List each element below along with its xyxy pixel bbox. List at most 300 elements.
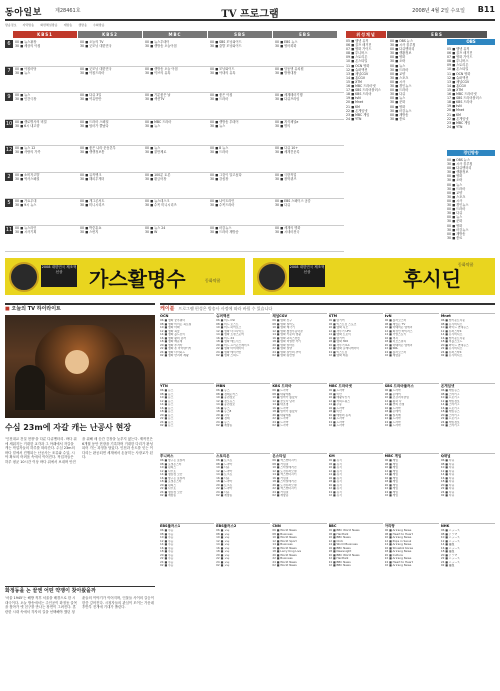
program-entry[interactable]: 14 ■ 뮤직비디오 (440, 333, 463, 336)
program-entry[interactable]: 30 ■ 이브의 유혹 (145, 70, 171, 75)
program-entry[interactable]: 30 ■ 뉴스 (145, 123, 161, 128)
program-entry[interactable]: 06 ■ 게임 (384, 459, 399, 462)
program-entry[interactable]: 20 ■ 뉴스 (160, 413, 174, 417)
program-entry[interactable]: 20 ■ 다큐 (440, 483, 455, 487)
program-entry[interactable]: 10 ■ 뮤직 (328, 466, 342, 469)
program-entry[interactable]: 24 ■ 드라마 (384, 420, 401, 424)
program-entry[interactable]: 24 ■ 다큐 (216, 490, 230, 494)
program-entry[interactable]: 18 ■ 수능 (160, 550, 174, 553)
program-entry[interactable]: 30 ■ 시사기획 (15, 229, 37, 234)
program-entry[interactable]: 30 ■ 시네마천국 (275, 229, 300, 234)
program-entry[interactable]: 18 ■ 온에어 (384, 410, 401, 413)
program-entry[interactable]: 00 ■ 교양 (447, 190, 463, 195)
program-entry[interactable]: 14 ■ 스타리그 (440, 403, 460, 406)
program-entry[interactable]: 02 ■ 수능 (160, 564, 174, 567)
program-entry[interactable]: 24 ■ 교육 (216, 560, 230, 564)
program-entry[interactable]: 06 ■ 엠카운트다운 (440, 319, 466, 322)
program-entry[interactable]: 10 ■ 수능 (160, 536, 174, 539)
program-entry[interactable]: 30 ■ 시사 블루칩 (390, 43, 416, 48)
program-entry[interactable]: 10 ■ 온스타일 (447, 67, 469, 72)
program-entry[interactable]: 24 ■ World News (272, 560, 297, 564)
program-entry[interactable]: 24 ■ 영화 에이리언 (216, 350, 242, 354)
program-entry[interactable]: 17 ■ SBS 드라마플러스 (346, 88, 381, 93)
program-entry[interactable]: 30 ■ 여유만만 (80, 97, 102, 102)
program-entry[interactable]: 10 ■ ニュース (440, 536, 460, 539)
program-entry[interactable]: 02 ■ 게임 (384, 494, 399, 497)
program-entry[interactable]: 00 ■ 다큐 10+ (275, 146, 298, 150)
program-entry[interactable]: 30 ■ 스포츠 (447, 194, 466, 199)
program-entry[interactable]: 22 ■ 드라마 (216, 487, 233, 490)
program-entry[interactable]: 30 ■ 경인뉴스 (390, 84, 412, 89)
program-entry[interactable]: 10 ■ 태왕사신기 (328, 396, 350, 399)
program-entry[interactable]: 22 ■ 게임 (384, 487, 399, 490)
program-entry[interactable]: 00 ■ 가요무대 (15, 199, 37, 203)
program-entry[interactable]: 08 ■ 익스트림 스포츠 (328, 322, 357, 326)
program-entry[interactable]: 05 ■ 엠넷 뮤직 (346, 39, 369, 43)
program-entry[interactable]: 02 ■ Arirang News (384, 564, 412, 567)
program-entry[interactable]: 22 ■ 드라마 (272, 417, 289, 420)
program-entry[interactable]: 30 ■ 역사스페셜 (15, 176, 40, 181)
program-entry[interactable]: 06 ■ Arirang News (384, 529, 412, 532)
program-entry[interactable]: 02 ■ 드라마 (384, 424, 401, 427)
program-entry[interactable]: 12 ■ ニュース (440, 539, 460, 543)
program-entry[interactable]: 12 ■ 게임 (384, 469, 399, 473)
program-entry[interactable]: 24 ■ 드라마 (328, 420, 345, 424)
program-entry[interactable]: 00 ■ 소비자고발 (15, 172, 40, 177)
program-entry[interactable]: 16 ■ MBC 드라마넷 (346, 84, 376, 89)
program-entry[interactable]: 22 ■ 프로리그 (440, 417, 460, 420)
program-entry[interactable]: 00 ■ 뉴스 (145, 146, 161, 150)
program-entry[interactable]: 16 ■ 드라마 (328, 406, 345, 410)
program-entry[interactable]: 08 ■ 게임 (384, 462, 399, 466)
program-entry[interactable]: 18 ■ 뉴스 (160, 410, 174, 413)
program-entry[interactable]: 19 ■ tvN (447, 104, 462, 109)
program-entry[interactable]: 18 ■ 영화 해운대 (160, 340, 183, 343)
program-entry[interactable]: 06 ■ 미드 CSI (216, 319, 235, 322)
program-entry[interactable]: 30 ■ 미니시리즈 (80, 203, 105, 208)
program-entry[interactable]: 09 ■ 스토리온 (447, 63, 469, 68)
program-entry[interactable]: 16 ■ 가십걸 (272, 476, 289, 480)
program-entry[interactable]: 20 ■ 에덴의 동쪽 (328, 413, 351, 417)
program-entry[interactable]: 30 ■ 출발 모닝와이드 (210, 44, 242, 49)
program-entry[interactable]: 24 ■ 가십걸 (272, 490, 289, 494)
program-entry[interactable]: 08 ■ 가십걸 (272, 462, 289, 466)
program-entry[interactable]: 30 ■ 경인뉴스 (447, 203, 469, 208)
program-entry[interactable]: 11 ■ OCN 영화 (447, 71, 471, 76)
program-entry[interactable]: 24 ■ 뉴스 (216, 420, 230, 424)
program-entry[interactable]: 20 ■ 토크쇼 (216, 483, 233, 487)
program-entry[interactable]: 24 ■ 수능 (160, 560, 174, 564)
program-entry[interactable]: 00 ■ 극한직업 (275, 172, 297, 177)
program-entry[interactable]: 30 ■ 종료 (447, 235, 463, 240)
program-entry[interactable]: 18 ■ 비틀즈코드 (440, 340, 463, 343)
program-entry[interactable]: 00 ■ OBS 뉴스 (390, 39, 413, 43)
program-entry[interactable]: 16 ■ Showbiz Korea (384, 546, 414, 550)
program-entry[interactable]: 12 ■ 커피프린스 (328, 399, 350, 403)
program-entry[interactable]: 22 ■ 영화 본 아이덴티티 (160, 347, 192, 350)
program-entry[interactable]: 00 ■ 마감뉴스 (210, 225, 232, 230)
program-entry[interactable]: 24 ■ YTN (346, 116, 362, 121)
program-entry[interactable]: 18 ■ 교육 (216, 550, 230, 553)
program-entry[interactable]: 18 ■ 엄마가 뿔났다 (272, 410, 298, 413)
program-entry[interactable]: 10 ■ 스타일매거진 (272, 466, 297, 469)
program-entry[interactable]: 30 ■ 생활정보 (390, 51, 412, 56)
program-entry[interactable]: 14 ■ 쩐의 전쟁 (384, 403, 405, 406)
program-entry[interactable]: 13 ■ 채널CGV (346, 71, 369, 76)
program-entry[interactable]: 20 ■ 수능 (160, 553, 174, 557)
program-entry[interactable]: 08 ■ 대왕세종 (272, 392, 292, 396)
program-entry[interactable]: 00 ■ 뉴스데스크 (145, 199, 170, 203)
program-entry[interactable]: 20 ■ 시사 (216, 413, 230, 417)
program-entry[interactable]: 14 ■ Business (272, 543, 293, 546)
program-entry[interactable]: 24 ■ 게임정보 (440, 420, 460, 424)
program-entry[interactable]: 00 ■ 뉴스라인 (15, 225, 37, 230)
program-entry[interactable]: 18 ■ KBS 드라마 (346, 92, 372, 97)
program-entry[interactable]: 02 ■ 교육 (216, 564, 230, 567)
program-entry[interactable]: 00 ■ 박중훈쇼 (80, 225, 102, 230)
program-entry[interactable]: 20 ■ Culture (384, 553, 403, 557)
program-entry[interactable]: 24 ■ 익스트림 (328, 350, 348, 354)
program-entry[interactable]: 00 ■ 교양 (390, 71, 406, 76)
program-entry[interactable]: 16 ■ 뮤직 (328, 476, 342, 480)
program-entry[interactable]: 08 ■ 포켓몬스터 (160, 462, 182, 466)
program-entry[interactable]: 12 ■ 영화 다크나이트 (216, 329, 244, 333)
program-entry[interactable]: 16 ■ 수능 (160, 546, 174, 550)
program-entry[interactable]: 12 ■ 드라마 (216, 469, 233, 473)
program-entry[interactable]: 12 ■ 꽃보다 남자 (272, 399, 295, 403)
program-entry[interactable]: 30 ■ 종료 (390, 116, 406, 121)
program-entry[interactable]: 10 ■ World News (272, 536, 297, 539)
program-entry[interactable]: 02 ■ 영화 황산벌 (272, 354, 295, 357)
program-entry[interactable]: 14 ■ 게임 (384, 473, 399, 476)
program-entry[interactable]: 18 ■ Newsnight (328, 550, 352, 553)
program-entry[interactable]: 30 ■ 생활정보 (447, 170, 469, 175)
program-entry[interactable]: 12 ■ 슈퍼스타K (440, 329, 462, 333)
program-entry[interactable]: 12 ■ 뮤직 (328, 469, 342, 473)
program-entry[interactable]: 30 ■ 스포츠 (390, 75, 409, 80)
program-entry[interactable]: 12 ■ 슈퍼액션 (346, 67, 368, 72)
program-entry[interactable]: 14 ■ 토크쇼 (216, 473, 233, 476)
program-entry[interactable]: 08 ■ 드라마 (216, 462, 233, 466)
program-entry[interactable]: 22 ■ 나루토 (160, 487, 177, 490)
program-entry[interactable]: 30 ■ 9시 뉴스 (15, 203, 37, 208)
program-entry[interactable]: 08 ■ 교육 (216, 532, 230, 536)
program-entry[interactable]: 08 ■ Hardtalk (328, 532, 349, 536)
program-entry[interactable]: 22 ■ 교육 (216, 557, 230, 560)
program-entry[interactable]: 16 ■ 미드 24 (216, 336, 234, 340)
program-entry[interactable]: 24 ■ 뉴스 (160, 420, 174, 424)
program-entry[interactable]: 24 ■ Heart to Heart (384, 560, 413, 564)
program-entry[interactable]: 14 ■ 홈CGV (447, 83, 467, 88)
program-entry[interactable]: 12 ■ 격투기 UFC (328, 329, 352, 333)
program-entry[interactable]: 21 ■ KM (346, 104, 360, 109)
program-entry[interactable]: 10 ■ 뉴스 (160, 396, 174, 399)
program-entry[interactable]: 00 ■ 뉴스 (447, 215, 463, 220)
program-entry[interactable]: 14 ■ 홈CGV (346, 75, 366, 80)
program-entry[interactable]: 10 ■ 다큐 (216, 466, 230, 469)
program-entry[interactable]: 24 ■ YTN (447, 124, 463, 129)
program-entry[interactable]: 23 ■ MBC 게임 (447, 120, 471, 125)
program-entry[interactable]: 24 ■ 게임 (384, 490, 399, 494)
program-entry[interactable]: 08 ■ Business (272, 532, 293, 536)
program-entry[interactable]: 00 ■ 다큐 3일 (80, 93, 102, 97)
program-entry[interactable]: 00 ■ 생방송 투데이 (210, 119, 239, 124)
program-entry[interactable]: 18 ■ Larry King Live (272, 550, 302, 553)
program-entry[interactable]: 09 ■ 스토리온 (346, 55, 368, 60)
program-entry[interactable]: 10 ■ 미드 히어로즈 (216, 326, 242, 329)
program-entry[interactable]: 10 ■ 게임 (384, 466, 399, 469)
program-entry[interactable]: 22 ■ 뮤직비디오 (440, 347, 463, 350)
program-entry[interactable]: 18 ■ Arirang News (384, 550, 412, 553)
program-entry[interactable]: 17 ■ SBS 드라마플러스 (447, 96, 482, 101)
program-entry[interactable]: 30 ■ 수목드라마 (210, 203, 235, 208)
program-entry[interactable]: 02 ■ 番組 (440, 564, 455, 567)
program-entry[interactable]: 22 ■ ニュース (440, 557, 460, 560)
program-entry[interactable]: 16 ■ BBC News (328, 546, 351, 550)
program-entry[interactable]: 20 ■ 와이드 연예뉴스 (440, 343, 469, 347)
program-entry[interactable]: 30 ■ 드라마 (210, 97, 229, 102)
program-entry[interactable]: 02 ■ 재방송 (216, 424, 233, 427)
program-entry[interactable]: 02 ■ 뉴스 (160, 424, 174, 427)
program-entry[interactable]: 24 ■ 드라마 (272, 420, 289, 424)
program-entry[interactable]: 08 ■ 다큐 (440, 462, 455, 466)
program-entry[interactable]: 00 ■ 기분좋은 날 (145, 93, 171, 97)
program-entry[interactable]: 30 ■ 생생정보통 (80, 150, 105, 155)
program-entry[interactable]: 08 ■ Heart to Heart (384, 532, 413, 536)
program-entry[interactable]: 02 ■ 뮤직 (328, 494, 342, 497)
program-entry[interactable]: 22 ■ 온게임넷 (346, 108, 368, 113)
program-entry[interactable]: 06 ■ 뮤직 (328, 459, 342, 462)
program-entry[interactable]: 12 ■ 나루토 (160, 469, 177, 473)
program-entry[interactable]: 00 ■ 세계의 명화 (275, 225, 301, 230)
program-entry[interactable]: 06 ■ 다큐 (440, 459, 455, 462)
program-entry[interactable]: 12 ■ 뉴스 (160, 399, 174, 403)
program-entry[interactable]: 02 ■ 다큐 (440, 494, 455, 497)
program-entry[interactable]: 00 ■ 드라마 스페셜 (80, 119, 109, 124)
program-entry[interactable]: 30 ■ 스펀지 (80, 229, 99, 234)
program-entry[interactable]: 00 ■ 드라마 (447, 207, 466, 212)
program-entry[interactable]: 06 ■ World News (272, 529, 297, 532)
program-entry[interactable]: 20 ■ 교육 (216, 553, 230, 557)
program-entry[interactable]: 02 ■ 스타리그 (440, 424, 460, 427)
program-entry[interactable]: 16 ■ 다큐 (216, 476, 230, 480)
program-entry[interactable]: 06 ■ 토크쇼 (216, 459, 233, 462)
program-entry[interactable]: 02 ■ 영화 스피드 (216, 354, 239, 357)
program-entry[interactable]: 18 ■ 番組 (440, 550, 455, 553)
program-entry[interactable]: 08 ■ 스타리그 (440, 392, 460, 396)
program-entry[interactable]: 30 ■ 해피투게더 (80, 176, 105, 181)
program-entry[interactable]: 00 ■ 모닝와이드 (210, 66, 235, 71)
program-entry[interactable]: 20 ■ Mnet (447, 108, 465, 113)
program-entry[interactable]: 20 ■ 뮤직 (328, 483, 342, 487)
program-entry[interactable]: 12 ■ 정오뉴스 (216, 399, 235, 403)
program-entry[interactable]: 30 ■ 문화 (390, 100, 406, 105)
program-entry[interactable]: 14 ■ 영화 트로이 (328, 333, 351, 336)
program-entry[interactable]: 06 ■ 탑기어 (328, 319, 345, 322)
program-entry[interactable]: 00 ■ 생로병사의 비밀 (15, 119, 47, 124)
program-entry[interactable]: 30 ■ 오락 (390, 59, 406, 64)
program-entry[interactable]: 16 ■ MBC 드라마넷 (447, 92, 477, 97)
program-entry[interactable]: 30 ■ 영어회화 (275, 44, 297, 49)
program-entry[interactable]: 16 ■ 게임 (384, 476, 399, 480)
program-entry[interactable]: 30 ■ 장학퀴즈 (275, 176, 297, 181)
program-entry[interactable]: 10 ■ 프로리그 (440, 396, 460, 399)
program-entry[interactable]: 12 ■ 슈퍼액션 (447, 75, 469, 80)
program-entry[interactable]: 16 ■ 영화 왕의 남자 (160, 336, 186, 340)
program-entry[interactable]: 22 ■ 영화 터미네이터 (216, 347, 244, 350)
program-entry[interactable]: 00 ■ 생방송 오늘 아침 (145, 66, 178, 71)
program-entry[interactable]: 18 ■ KBS 드라마 (447, 100, 473, 105)
program-entry[interactable]: 12 ■ World Sport (272, 539, 297, 543)
program-entry[interactable]: 02 ■ BBC News (328, 564, 351, 567)
program-entry[interactable]: 12 ■ 도전슈퍼모델 (272, 469, 297, 473)
program-entry[interactable]: 22 ■ 드라마 (328, 417, 345, 420)
program-entry[interactable]: 24 ■ 영화 다이하드 (160, 350, 186, 354)
program-entry[interactable]: 10 ■ 영화 타짜 (160, 326, 180, 329)
program-entry[interactable]: 14 ■ 영화 올드보이 (160, 333, 186, 336)
program-entry[interactable]: 18 ■ 뉴스8 (216, 410, 232, 413)
program-entry[interactable]: 00 ■ 뉴스광장 (15, 40, 37, 44)
program-entry[interactable]: 30 ■ 굿모닝 대한민국 (80, 44, 112, 49)
program-entry[interactable]: 14 ■ 섹스앤더시티 (272, 473, 297, 476)
program-entry[interactable]: 00 ■ EBS 스페이스 공감 (275, 199, 311, 203)
program-entry[interactable]: 02 ■ 재방송 (216, 494, 233, 497)
program-entry[interactable]: 20 ■ 게임 (384, 483, 399, 487)
program-entry[interactable]: 00 ■ 뉴스 (390, 96, 406, 101)
program-entry[interactable]: 12 ■ 왕과 나 (384, 399, 402, 403)
program-entry[interactable]: 18 ■ 이산 (328, 410, 342, 413)
program-entry[interactable]: 20 ■ 일지매 (384, 413, 401, 417)
program-entry[interactable]: 18 ■ 게임 (384, 480, 399, 483)
program-entry[interactable]: 20 ■ 미드 프리즌브레이크 (216, 343, 250, 347)
program-entry[interactable]: 10 ■ 증권정보 (216, 396, 235, 399)
program-entry[interactable]: 12 ■ 교육 (216, 539, 230, 543)
program-entry[interactable]: 20 ■ 막돼먹은 영애씨 (384, 343, 413, 347)
program-entry[interactable]: 06 ■ 섹스앤더시티 (272, 459, 297, 462)
program-entry[interactable]: 00 ■ EBS 뉴스 (275, 40, 298, 44)
program-entry[interactable]: 06 ■ 영화 쿵푸팬더 (160, 319, 186, 322)
program-entry[interactable]: 06 ■ 드라마 (328, 389, 345, 392)
program-entry[interactable]: 02 ■ 재방송 (384, 354, 401, 357)
program-entry[interactable]: 30 ■ 뉴스 (210, 123, 226, 128)
program-entry[interactable]: 00 ■ 영화 (447, 223, 463, 228)
program-entry[interactable]: 20 ■ 도전슈퍼모델 (272, 483, 297, 487)
program-entry[interactable]: 10 ■ 막돼먹은 영애씨 (384, 326, 413, 329)
program-entry[interactable]: 30 ■ 불만제로 (145, 150, 167, 155)
program-entry[interactable]: 00 ■ 뉴스 (15, 93, 31, 97)
program-entry[interactable]: 10 ■ 원피스 (160, 466, 177, 469)
program-entry[interactable]: 30 ■ 엄마가 뿔났다 (80, 123, 109, 128)
program-entry[interactable]: 06 ■ 뉴스 (160, 389, 174, 392)
program-entry[interactable]: 22 ■ 영화 밀양 (272, 347, 293, 350)
program-entry[interactable]: 30 ■ 시사 블루칩 (447, 162, 473, 167)
program-entry[interactable]: 18 ■ 포켓몬스터 (160, 480, 182, 483)
program-entry[interactable]: 18 ■ 러브스위치 (384, 340, 407, 343)
program-entry[interactable]: 30 ■ 마감뉴스 (447, 227, 469, 232)
program-entry[interactable]: 30 ■ 사랑의 가족 (15, 150, 41, 155)
program-entry[interactable]: 16 ■ ニュース (440, 546, 460, 550)
program-entry[interactable]: 00 ■ 딩동댕 유치원 (275, 66, 304, 71)
program-entry[interactable]: 24 ■ 명탐정 코난 (160, 490, 183, 494)
program-entry[interactable]: 24 ■ BBC News (328, 560, 351, 564)
program-entry[interactable]: 30 ■ 드라마 (447, 186, 466, 191)
program-entry[interactable]: 00 ■ 8 뉴스 (210, 146, 229, 150)
program-entry[interactable]: 22 ■ 경제 (216, 417, 230, 420)
program-entry[interactable]: 30 ■ 세계견문록 (275, 150, 300, 155)
program-entry[interactable]: 12 ■ 수능 (160, 539, 174, 543)
program-entry[interactable]: 12 ■ Click (328, 539, 344, 543)
program-entry[interactable]: 30 ■ 드라마 (210, 150, 229, 155)
program-entry[interactable]: 30 ■ 강심장 (210, 176, 229, 181)
program-entry[interactable]: 30 ■ 드라마 재방송 (210, 229, 239, 234)
program-entry[interactable]: 00 ■ SBS 모닝와이드 (210, 40, 242, 44)
program-entry[interactable]: 30 ■ 다큐 (447, 211, 463, 216)
program-entry[interactable]: 19 ■ tvN (346, 96, 361, 101)
program-entry[interactable]: 08 ■ 뉴스 (160, 392, 174, 396)
program-entry[interactable]: 16 ■ 택시 (384, 336, 399, 340)
program-entry[interactable]: 16 ■ 뉴스 (216, 406, 230, 410)
program-entry[interactable]: 00 ■ 뉴스 (390, 63, 406, 68)
program-entry[interactable]: 00 ■ 좋은 아침 (210, 93, 233, 97)
program-entry[interactable]: 02 ■ 영화 반지의 제왕 (160, 354, 189, 357)
program-entry[interactable]: 12 ■ 영화 웰컴투동막골 (272, 329, 303, 333)
program-entry[interactable]: 06 ■ 게임뉴스 (440, 389, 460, 392)
program-entry[interactable]: 14 ■ 명탐정 코난 (160, 473, 183, 476)
program-entry[interactable]: 10 ■ 다큐 (440, 466, 455, 469)
program-entry[interactable]: 20 ■ 원피스 (160, 483, 177, 487)
program-entry[interactable]: 00 ■ 영화 (390, 55, 406, 60)
program-entry[interactable]: 12 ■ 게임정보 (440, 399, 460, 403)
program-entry[interactable]: 30 ■ 마감뉴스 (390, 108, 412, 113)
program-entry[interactable]: 22 ■ 다큐 (440, 487, 455, 490)
program-entry[interactable]: 08 ■ 미드 로스트 (216, 322, 239, 326)
program-entry[interactable]: 16 ■ 엠카운트다운 (440, 336, 466, 340)
program-entry[interactable]: 11 ■ OCN 영화 (346, 63, 370, 68)
program-entry[interactable]: 00 ■ 재방송 (390, 112, 409, 117)
program-entry[interactable]: 14 ■ 영화 트랜스포머 (216, 333, 244, 336)
program-entry[interactable]: 14 ■ 리얼스토리 (384, 333, 407, 336)
program-entry[interactable]: 14 ■ 番組 (440, 543, 455, 546)
program-entry[interactable]: 30 ■ 오락 (447, 178, 463, 183)
program-entry[interactable]: 05 ■ 엠넷 뮤직 (447, 47, 470, 51)
program-entry[interactable]: 18 ■ 영화 매트릭스 (216, 340, 242, 343)
program-entry[interactable]: 08 ■ 경제포커스 (216, 392, 238, 396)
program-entry[interactable]: 00 ■ 100분 토론 (145, 172, 171, 177)
program-entry[interactable]: 16 ■ 영화 과속스캔들 (272, 336, 301, 340)
program-entry[interactable]: 16 ■ 다큐 (440, 476, 455, 480)
program-entry[interactable]: 14 ■ 다큐 (440, 473, 455, 476)
program-entry[interactable]: 00 ■ 뉴스 12 (15, 146, 36, 150)
program-entry[interactable]: 02 ■ 재방송 (160, 494, 177, 497)
program-entry[interactable]: 02 ■ 드라마 (328, 424, 345, 427)
program-entry[interactable]: 18 ■ 영화 300 (328, 340, 349, 343)
program-entry[interactable]: 06 ■ 짱구는 못말려 (160, 459, 186, 462)
program-entry[interactable]: 18 ■ 영화 비열한 거리 (272, 340, 301, 343)
program-entry[interactable]: 02 ■ World News (272, 564, 297, 567)
program-entry[interactable]: 15 ■ XTM (346, 79, 362, 84)
program-entry[interactable]: 00 ■ 재방송 (447, 231, 466, 236)
program-entry[interactable]: 00 ■ 개그콘서트 (80, 199, 105, 203)
program-entry[interactable]: 06 ■ 골프 매거진 (447, 51, 473, 56)
program-entry[interactable]: 22 ■ 수능 (160, 557, 174, 560)
program-entry[interactable]: 06 ■ BBC World News (328, 529, 360, 532)
program-entry[interactable]: 22 ■ Business (272, 557, 293, 560)
program-entry[interactable]: 14 ■ 뉴스 (160, 403, 174, 406)
program-entry[interactable]: 02 ■ 뮤직비디오 (440, 354, 463, 357)
program-entry[interactable]: 23 ■ MBC 게임 (346, 112, 370, 117)
program-entry[interactable]: 30 ■ 섹션TV (145, 97, 165, 102)
program-entry[interactable]: 24 ■ 영화 살인의 추억 (272, 350, 301, 354)
